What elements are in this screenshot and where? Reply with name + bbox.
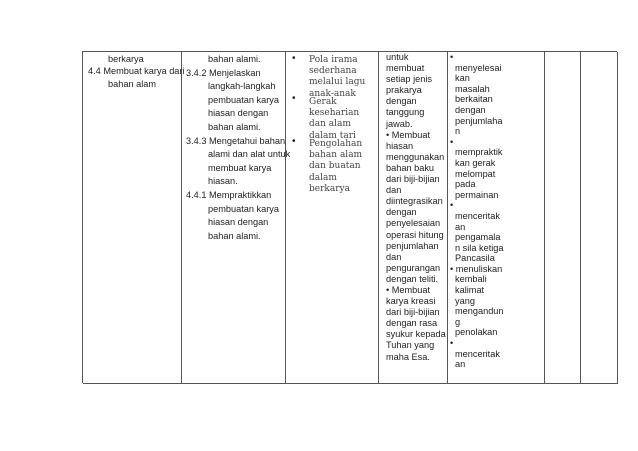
cell-line: hiasan dengan: [208, 108, 269, 119]
cell-line: permainan: [455, 189, 499, 200]
cell-line: pembuatan karya: [208, 203, 279, 214]
cell-line: • Membuat: [386, 129, 431, 140]
cell-line: Tuhan yang: [386, 340, 435, 351]
cell-line: penjumlahan: [386, 240, 439, 251]
cell-line: n: [455, 126, 461, 137]
cell-line: dari biji-bijian: [386, 307, 440, 318]
cell-line: membuat karya: [208, 162, 272, 173]
cell-line: diintegrasikan: [386, 196, 443, 207]
cell-line: penyelesaian: [386, 218, 441, 229]
cell-line: dan alam: [309, 119, 351, 130]
cell-line: •: [450, 338, 454, 349]
activity-cell: [386, 52, 446, 363]
row-divider: [83, 383, 618, 384]
cell-line: keseharian: [309, 108, 360, 119]
cell-line: an: [455, 221, 466, 232]
column-divider: [544, 52, 545, 383]
cell-line: melompat: [455, 168, 496, 179]
cell-line: penolakan: [455, 327, 498, 338]
cell-line: anak-anak: [309, 88, 356, 99]
material-item: [309, 97, 359, 142]
cell-line: dengan rasa: [386, 318, 438, 329]
cell-line: dan: [386, 185, 402, 196]
cell-line: bahan alami.: [208, 54, 261, 64]
cell-line: an: [455, 359, 466, 370]
cell-line: bahan alami.: [208, 230, 261, 241]
column-divider: [181, 52, 182, 383]
material-item: [309, 55, 365, 100]
cell-line: •: [450, 52, 454, 62]
cell-line: •: [450, 136, 454, 147]
cell-line: Pengolahan: [309, 139, 363, 149]
column-divider: [378, 52, 379, 383]
cell-line: kembali: [455, 274, 487, 285]
cell-line: prakarya: [386, 85, 422, 96]
cell-line: dengan teliti.: [386, 273, 439, 284]
cell-line: berkarya: [108, 54, 144, 64]
cell-line: tanggung: [386, 107, 425, 118]
indicator-cell: [186, 53, 290, 243]
cell-line: operasi hitung: [386, 229, 444, 240]
column-divider: [617, 52, 618, 383]
cell-line: Pancasila: [455, 253, 495, 264]
cell-line: 3.4.3 Mengetahui bahan: [186, 135, 286, 146]
cell-line: hiasan dengan: [208, 217, 269, 228]
bullet-icon: •: [292, 93, 296, 104]
cell-line: sederhana: [309, 66, 357, 77]
cell-line: berkarya: [309, 183, 350, 194]
cell-line: g: [455, 316, 461, 327]
cell-line: pada: [455, 179, 476, 190]
cell-line: Pola irama: [309, 55, 358, 65]
cell-line: bahan baku: [386, 162, 435, 173]
cell-line: melalui lagu: [309, 77, 366, 88]
cell-line: pengurangan: [386, 262, 441, 273]
cell-line: dengan: [386, 96, 417, 107]
cell-line: menceritak: [455, 348, 500, 359]
cell-line: maha Esa.: [386, 351, 430, 362]
cell-line: yang: [455, 295, 475, 306]
cell-line: mempraktik: [455, 147, 503, 158]
cell-line: n sila ketiga: [455, 242, 504, 253]
cell-line: hiasan.: [208, 176, 238, 187]
cell-line: menggunakan: [386, 151, 445, 162]
cell-line: karya kreasi: [386, 296, 436, 307]
cell-line: berkaitan: [455, 94, 493, 105]
cell-line: dengan: [455, 104, 486, 115]
cell-line: dari biji-bijian: [386, 174, 440, 185]
cell-line: mengandun: [455, 306, 504, 317]
cell-line: bahan alam: [309, 150, 363, 161]
cell-line: bahan alam: [108, 78, 157, 89]
cell-line: kan: [455, 73, 470, 84]
cell-line: pengamala: [455, 232, 501, 243]
cell-line: kalimat: [455, 285, 485, 296]
cell-line: •: [450, 200, 454, 211]
cell-line: dengan: [386, 207, 417, 218]
cell-line: menyelesai: [455, 62, 502, 73]
cell-line: 4.4.1 Mempraktikkan: [186, 189, 272, 200]
cell-line: masalah: [455, 83, 490, 94]
material-item: [309, 139, 362, 195]
bullet-icon: •: [292, 53, 296, 64]
cell-line: membuat: [386, 63, 425, 74]
cell-line: kan gerak: [455, 157, 496, 168]
column-divider: [580, 52, 581, 383]
cell-line: untuk: [386, 52, 409, 62]
cell-line: syukur kepada: [386, 329, 446, 340]
competency-cell: [88, 53, 185, 90]
cell-line: alami dan alat untuk: [208, 149, 291, 160]
assessment-cell: [450, 52, 504, 370]
cell-line: penjumlaha: [455, 115, 503, 126]
cell-line: jawab.: [386, 118, 413, 129]
cell-line: • menuliskan: [450, 263, 503, 274]
cell-line: pembuatan karya: [208, 94, 279, 105]
cell-line: menceritak: [455, 210, 500, 221]
cell-line: 3.4.2 Menjelaskan: [186, 67, 261, 78]
cell-line: dan: [386, 251, 402, 262]
cell-line: setiap jenis: [386, 74, 432, 85]
cell-line: • Membuat: [386, 284, 431, 295]
cell-line: Gerak: [309, 97, 337, 107]
cell-line: langkah-langkah: [208, 81, 276, 92]
cell-line: 4.4 Membuat karya dari: [88, 66, 185, 77]
cell-line: hiasan: [386, 140, 414, 151]
cell-line: bahan alami.: [208, 121, 261, 132]
cell-line: dan buatan: [309, 161, 361, 172]
bullet-icon: •: [292, 136, 296, 147]
cell-line: dalam tari: [309, 130, 356, 141]
cell-line: dalam: [309, 172, 337, 183]
column-divider: [447, 52, 448, 383]
